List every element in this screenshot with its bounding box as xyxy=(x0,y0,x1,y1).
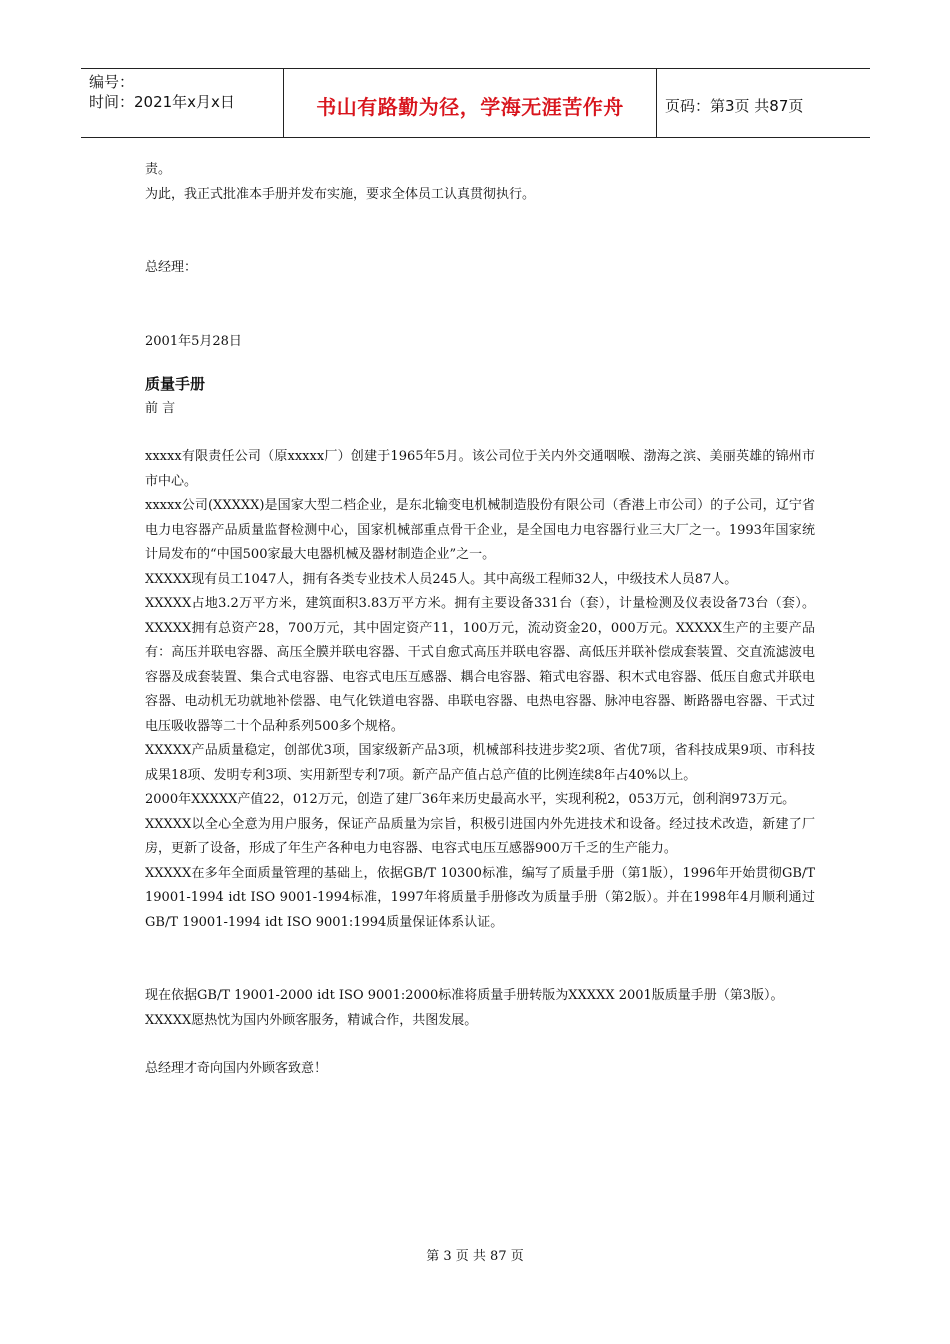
paragraph: 为此，我正式批准本手册并发布实施，要求全体员工认真贯彻执行。 xyxy=(145,186,536,202)
header-info-cell xyxy=(81,69,284,137)
document-time-label: 时间：2021年x月x日 xyxy=(89,93,235,111)
paragraph: XXXXX产品质量稳定，创部优3项，国家级新产品3项，机械部科技进步奖2项、省优7项，省科技成果9项、市科技成果18项、发明专利3项、实用新型专利7项。新产品产值占总产值的比例连续8年占40%以上。 xyxy=(145,743,815,783)
header-motto: 书山有路勤为径，学海无涯苦作舟 xyxy=(284,69,657,137)
section-title: 质量手册 xyxy=(145,375,206,393)
page-footer: 第 3 页 共 87 页 xyxy=(426,1249,524,1264)
signature-label: 总经理： xyxy=(145,260,198,275)
date-line: 2001年5月28日 xyxy=(145,333,242,349)
document-number-label: 编号： xyxy=(89,73,135,91)
document-body xyxy=(145,158,815,1082)
paragraph: xxxxx有限责任公司（原xxxxx厂）创建于1965年5月。该公司位于关内外交通咽喉、渤海之滨、美丽英雄的锦州市市中心。 xyxy=(145,449,815,489)
paragraph: XXXXX现有员工1047人，拥有各类专业技术人员245人。其中高级工程师32人，中级技术人员87人。 xyxy=(145,571,738,587)
section-subtitle: 前 言 xyxy=(145,400,176,416)
paragraph: xxxxx公司(XXXXX)是国家大型二档企业，是东北输变电机械制造股份有限公司（香港上市公司）的子公司，辽宁省电力电容器产品质量监督检测中心，国家机械部重点骨干企业，是全国电力电容器行业三大厂之一。1993年国家统计局发布的“中国500家最大电器机械及器材制造企业”之一。 xyxy=(145,498,815,562)
header-page-number: 页码：第3页 共87页 xyxy=(665,96,804,115)
page-header xyxy=(81,68,870,138)
paragraph: XXXXX在多年全面质量管理的基础上，依据GB/T 10300标准，编写了质量手册（第1版），1996年开始贯彻GB/T 19001-1994 idt ISO 9001-1994标准，1997年将质量手册修改为质量手册（第2版）。并在1998年4月顺利通过GB/T 19001-1994 idt ISO 9001:1994质量保证体系认证。 xyxy=(145,865,815,930)
paragraph: 现在依据GB/T 19001-2000 idt ISO 9001:2000标准将质量手册转版为XXXXX 2001版质量手册（第3版）。 xyxy=(145,988,784,1003)
paragraph: XXXXX愿热忱为国内外顾客服务，精诚合作，共图发展。 xyxy=(145,1012,478,1028)
paragraph: 责。 xyxy=(145,162,172,177)
paragraph: XXXXX占地3.2万平方米，建筑面积3.83万平方米。拥有主要设备331台（套），计量检测及仪表设备73台（套）。XXXXX拥有总资产28，700万元，其中固定资产11，100万元，流动资金20，000万元。XXXXX生产的主要产品有：高压并联电容器、高压全膜并联电容器、干式自愈式高压并联电容器、高低压并联补偿成套装置、交直流滤波电容器及成套装置、集合式电容器、电容式电压互感器、耦合电容器、箱式电容器、积木式电容器、低压自愈式并联电容器、电动机无功就地补偿器、电气化铁道电容器、串联电容器、电热电容器、脉冲电容器、断路器电容器、干式过电压吸收器等二十个品种系列500多个规格。 xyxy=(145,596,815,734)
paragraph: 2000年XXXXX产值22，012万元，创造了建厂36年来历史最高水平，实现利税2，053万元，创利润973万元。 xyxy=(145,792,796,807)
closing-line: 总经理才奇向国内外顾客致意！ xyxy=(145,1061,328,1076)
paragraph: XXXXX以全心全意为用户服务，保证产品质量为宗旨，积极引进国内外先进技术和设备。经过技术改造，新建了厂房，更新了设备，形成了年生产各种电力电容器、电容式电压互感器900万千乏的生产能力。 xyxy=(145,816,815,856)
